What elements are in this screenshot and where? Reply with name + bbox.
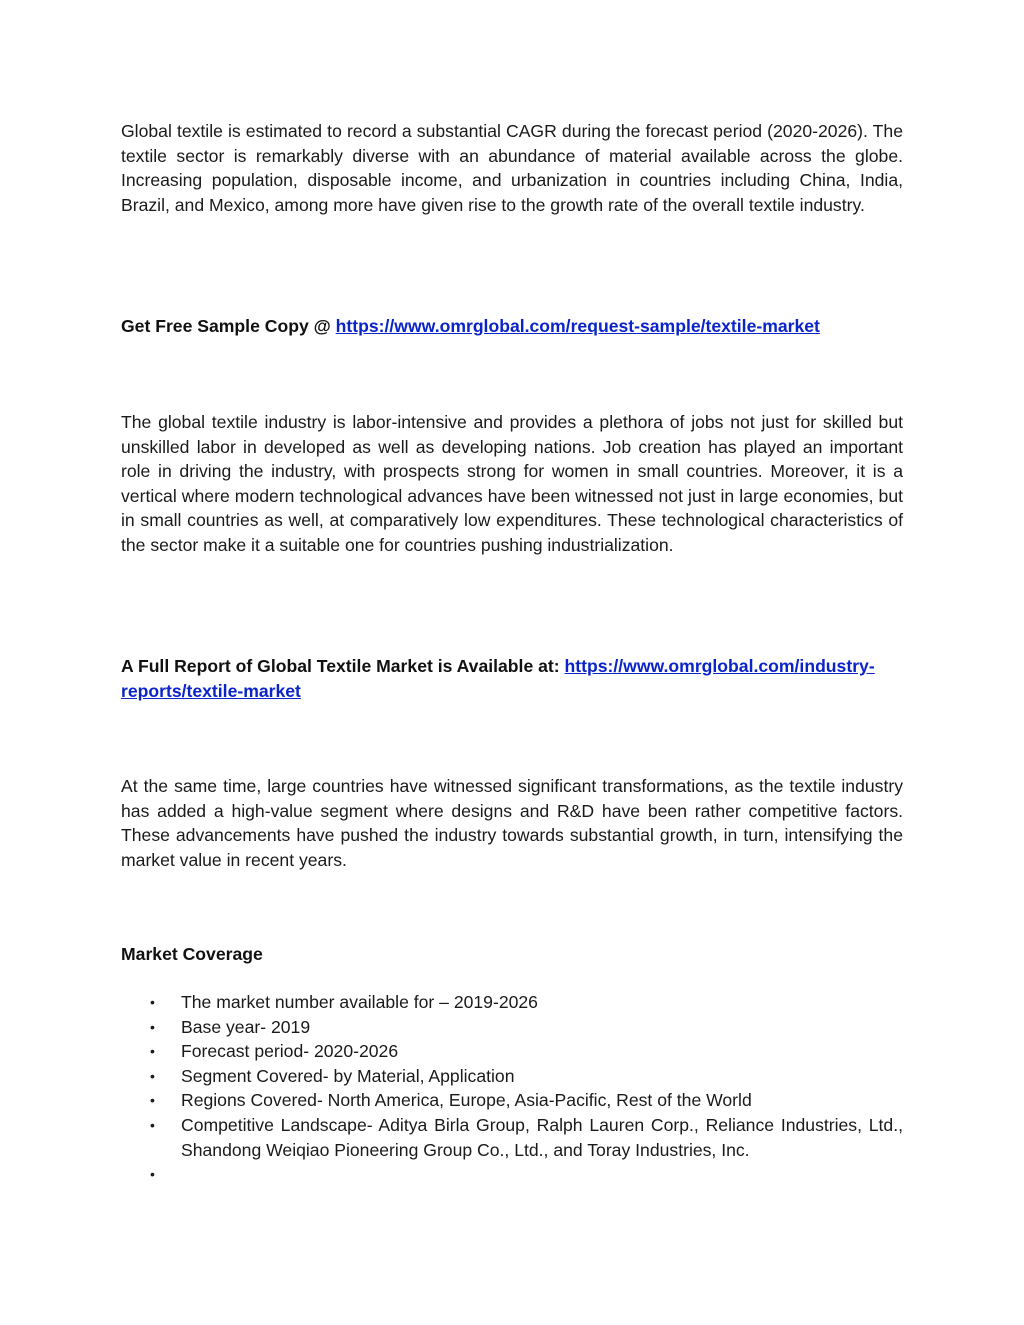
bullet-icon: • xyxy=(150,1067,155,1084)
full-report-link[interactable]: https://www.omrglobal.com/industry-reports/textile-market xyxy=(121,656,875,701)
list-item-text: The market number available for – 2019-2026 xyxy=(181,992,538,1012)
list-item-text: Regions Covered- North America, Europe, Asia-Pacific, Rest of the World xyxy=(181,1090,752,1111)
bullet-icon: • xyxy=(150,1043,155,1060)
list-item xyxy=(121,1113,903,1162)
market-coverage-heading: Market Coverage xyxy=(121,944,263,964)
intro-paragraph: Global textile is estimated to record a substantial CAGR during the forecast period (2020-2026). The textile sector is remarkably diverse with an abundance of material available across the globe. Increasing population, disposable income, and urbanization in countries including China, India, Brazil, and Mexico, among more have given rise to the growth rate of the overall textile industry. xyxy=(121,121,903,215)
list-item xyxy=(121,1015,903,1040)
list-item-text xyxy=(181,1164,186,1184)
list-item xyxy=(121,990,903,1015)
list-item xyxy=(121,1039,903,1064)
full-report-callout xyxy=(121,654,903,703)
bullet-icon: • xyxy=(150,1166,155,1183)
transformation-paragraph: At the same time, large countries have witnessed significant transformations, as the textile industry has added a high-value segment where designs and R&D have been rather competitive factors. These advancements have pushed the industry towards substantial growth, in turn, intensifying the market value in recent years. xyxy=(121,776,903,870)
list-item xyxy=(121,1064,903,1089)
list-item-text: Base year- 2019 xyxy=(181,1016,311,1037)
sample-copy-callout xyxy=(121,314,903,339)
bullet-icon: • xyxy=(150,1018,155,1035)
list-item-text: Competitive Landscape- Aditya Birla Group, Ralph Lauren Corp., Reliance Industries, Ltd., Shandong Weiqiao Pioneering Group Co., Ltd., and Toray Industries, Inc. xyxy=(181,1114,903,1160)
list-item-text: Forecast period- 2020-2026 xyxy=(181,1041,399,1062)
list-item xyxy=(121,1088,903,1113)
bullet-icon: • xyxy=(150,1116,155,1133)
bullet-icon: • xyxy=(150,1092,155,1109)
bullet-icon: • xyxy=(150,994,155,1010)
sample-copy-label: Get Free Sample Copy @ xyxy=(121,316,336,336)
list-item xyxy=(121,1162,903,1187)
sample-copy-link[interactable]: https://www.omrglobal.com/request-sample/textile-market xyxy=(335,316,820,336)
market-coverage-list xyxy=(121,990,903,1187)
full-report-label: A Full Report of Global Textile Market is Available at: xyxy=(121,656,565,676)
industry-paragraph: The global textile industry is labor-intensive and provides a plethora of jobs not just for skilled but unskilled labor in developed as well as developing nations. Job creation has played an important role in driving the industry, with prospects strong for women in small countries. Moreover, it is a vertical where modern technological advances have been witnessed not just in large economies, but in small countries as well, at comparatively low expenditures. These technological characteristics of the sector make it a suitable one for countries pushing industrialization. xyxy=(121,412,903,555)
list-item-text: Segment Covered- by Material, Application xyxy=(181,1065,515,1086)
